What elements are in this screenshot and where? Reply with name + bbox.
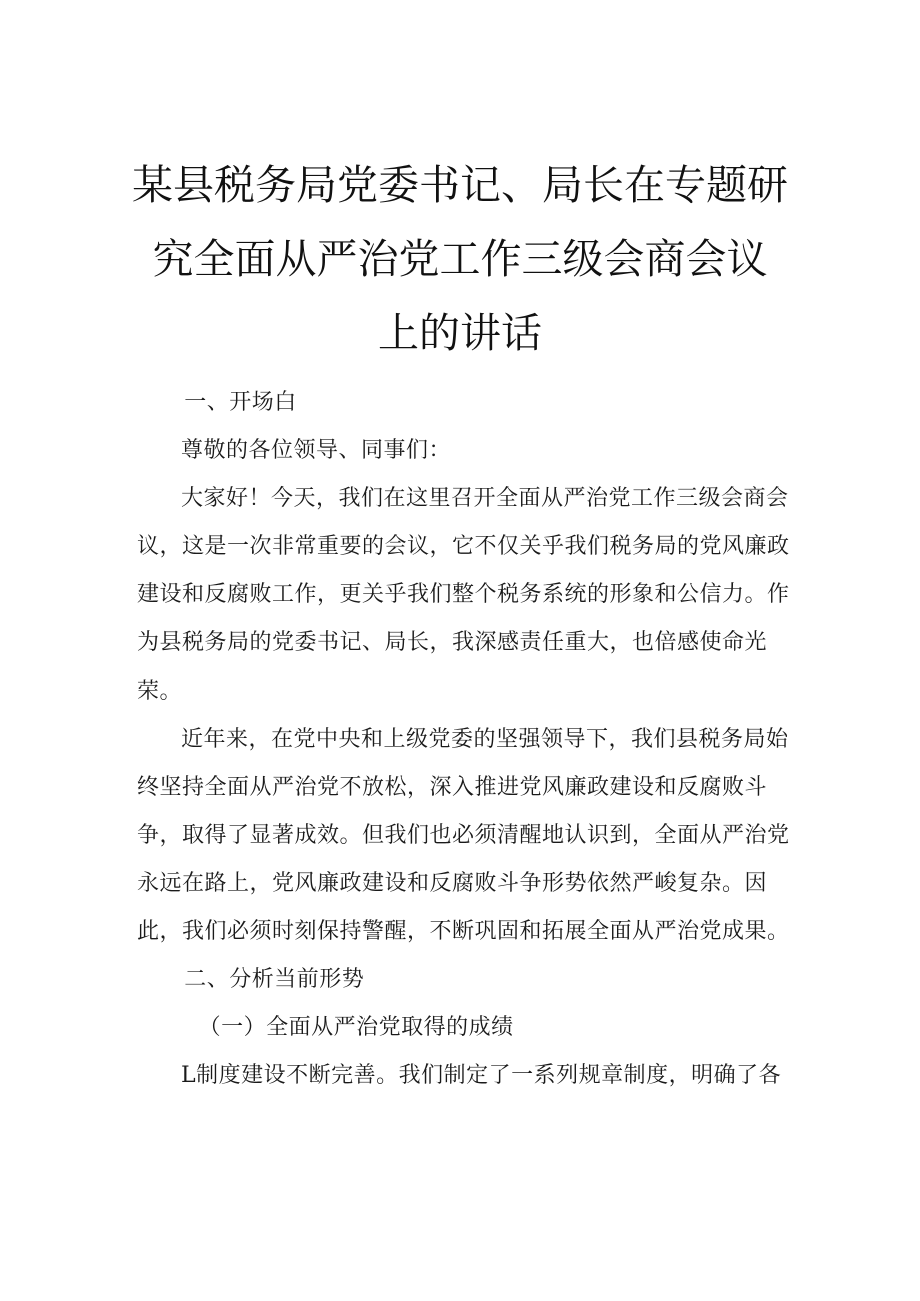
title-line: 究全面从严治党工作三级会商会议: [152, 235, 768, 283]
paragraph-institution: L制度建设不断完善。我们制定了一系列规章制度，明确了各: [181, 1063, 782, 1089]
title-line: 某县税务局党委书记、局长在专题研: [132, 161, 788, 209]
title-line: 上的讲话: [378, 309, 542, 357]
section-heading-opening: 一、开场白: [184, 390, 297, 415]
document-title: [120, 148, 800, 370]
paragraph-achievements: 近年来，在党中央和上级党委的坚强领导下，我们县税务局始终坚持全面从严治党不放松，深入推进党风廉政建设和反腐败斗争，取得了显著成效。但我们也必须清醒地认识到，全面从严治党永远在路上，党风廉政建设和反腐败斗争形势依然严峻复杂。因此，我们必须时刻保持警醒，不断巩固和拓展全面从严治党成果。: [137, 726, 790, 945]
subsection-heading: （一）全面从严治党取得的成绩: [198, 1015, 514, 1041]
salutation: 尊敬的各位领导、同事们：: [181, 438, 452, 464]
section-heading-situation: 二、分析当前形势: [184, 967, 365, 993]
document-body: [137, 379, 797, 1100]
paragraph-greeting: 大家好！今天，我们在这里召开全面从严治党工作三级会商会议，这是一次非常重要的会议，它不仅关乎我们税务局的党风廉政建设和反腐败工作，更关乎我们整个税务系统的形象和公信力。作为县税务局的党委书记、局长，我深感责任重大，也倍感使命光荣。: [137, 486, 790, 704]
